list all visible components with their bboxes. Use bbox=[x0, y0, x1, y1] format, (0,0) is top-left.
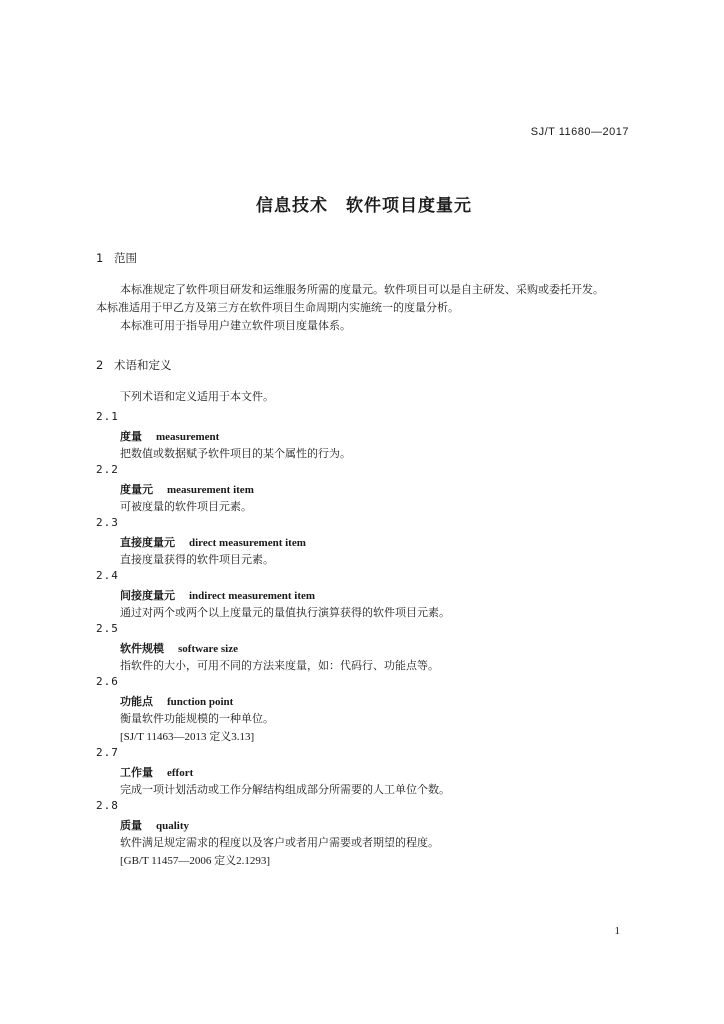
title-part-2: 软件项目度量元 bbox=[346, 196, 472, 216]
title-part-1: 信息技术 bbox=[256, 196, 328, 216]
term-english: quality bbox=[156, 820, 190, 832]
scope-paragraph-3: 本标准可用于指导用户建立软件项目度量体系。 bbox=[120, 319, 351, 332]
term-definition: 把数值或数据赋予软件项目的某个属性的行为。 bbox=[120, 447, 351, 460]
term-chinese: 质量 bbox=[120, 819, 142, 832]
term-definition: 衡量软件功能规模的一种单位。 bbox=[120, 712, 274, 725]
clause-number: 2.1 bbox=[96, 410, 119, 423]
term-entry bbox=[120, 817, 189, 833]
term-definition: 指软件的大小，可用不同的方法来度量，如：代码行、功能点等。 bbox=[120, 659, 439, 672]
term-entry bbox=[120, 764, 193, 780]
term-english: function point bbox=[167, 696, 234, 708]
clause-number: 2.8 bbox=[96, 799, 119, 812]
page-number: 1 bbox=[614, 925, 620, 937]
clause-number: 2.5 bbox=[96, 622, 119, 635]
scope-paragraph-1: 本标准规定了软件项目研发和运维服务所需的度量元。软件项目可以是自主研发、采购或委托开发。 bbox=[120, 283, 604, 296]
section-1-heading bbox=[96, 250, 137, 266]
term-entry bbox=[120, 481, 254, 497]
term-english: measurement bbox=[156, 431, 220, 443]
term-reference: [GB/T 11457—2006 定义2.1293] bbox=[120, 855, 271, 867]
clause-number: 2.4 bbox=[96, 569, 119, 582]
document-title bbox=[0, 191, 724, 216]
terms-intro: 下列术语和定义适用于本文件。 bbox=[120, 390, 274, 403]
term-english: effort bbox=[167, 767, 194, 779]
term-definition: 完成一项计划活动或工作分解结构组成部分所需要的人工单位个数。 bbox=[120, 783, 450, 796]
term-definition: 直接度量获得的软件项目元素。 bbox=[120, 553, 274, 566]
section-title: 术语和定义 bbox=[114, 358, 172, 372]
section-title: 范围 bbox=[114, 251, 137, 265]
clause-number: 2.7 bbox=[96, 746, 119, 759]
clause-number: 2.2 bbox=[96, 463, 119, 476]
section-number: 2 bbox=[96, 358, 104, 372]
term-english: direct measurement item bbox=[189, 537, 306, 549]
term-entry bbox=[120, 640, 238, 656]
term-entry bbox=[120, 587, 315, 603]
term-chinese: 工作量 bbox=[120, 766, 153, 779]
term-chinese: 直接度量元 bbox=[120, 536, 175, 549]
term-chinese: 功能点 bbox=[120, 695, 153, 708]
scope-paragraph-2: 本标准适用于甲乙方及第三方在软件项目生命周期内实施统一的度量分析。 bbox=[96, 301, 459, 314]
term-english: indirect measurement item bbox=[189, 590, 316, 602]
term-english: measurement item bbox=[167, 484, 254, 496]
term-entry bbox=[120, 428, 219, 444]
term-english: software size bbox=[178, 643, 238, 655]
term-entry bbox=[120, 693, 233, 709]
section-number: 1 bbox=[96, 251, 104, 265]
term-chinese: 度量元 bbox=[120, 483, 153, 496]
term-entry bbox=[120, 534, 306, 550]
clause-number: 2.3 bbox=[96, 516, 119, 529]
term-definition: 可被度量的软件项目元素。 bbox=[120, 500, 252, 513]
term-reference: [SJ/T 11463—2013 定义3.13] bbox=[120, 731, 255, 743]
standard-code: SJ/T 11680—2017 bbox=[530, 126, 629, 138]
term-definition: 通过对两个或两个以上度量元的量值执行演算获得的软件项目元素。 bbox=[120, 606, 450, 619]
term-chinese: 间接度量元 bbox=[120, 589, 175, 602]
clause-number: 2.6 bbox=[96, 675, 119, 688]
term-definition: 软件满足规定需求的程度以及客户或者用户需要或者期望的程度。 bbox=[120, 836, 439, 849]
section-2-heading bbox=[96, 357, 172, 373]
term-chinese: 度量 bbox=[120, 430, 142, 443]
term-chinese: 软件规模 bbox=[120, 642, 164, 655]
